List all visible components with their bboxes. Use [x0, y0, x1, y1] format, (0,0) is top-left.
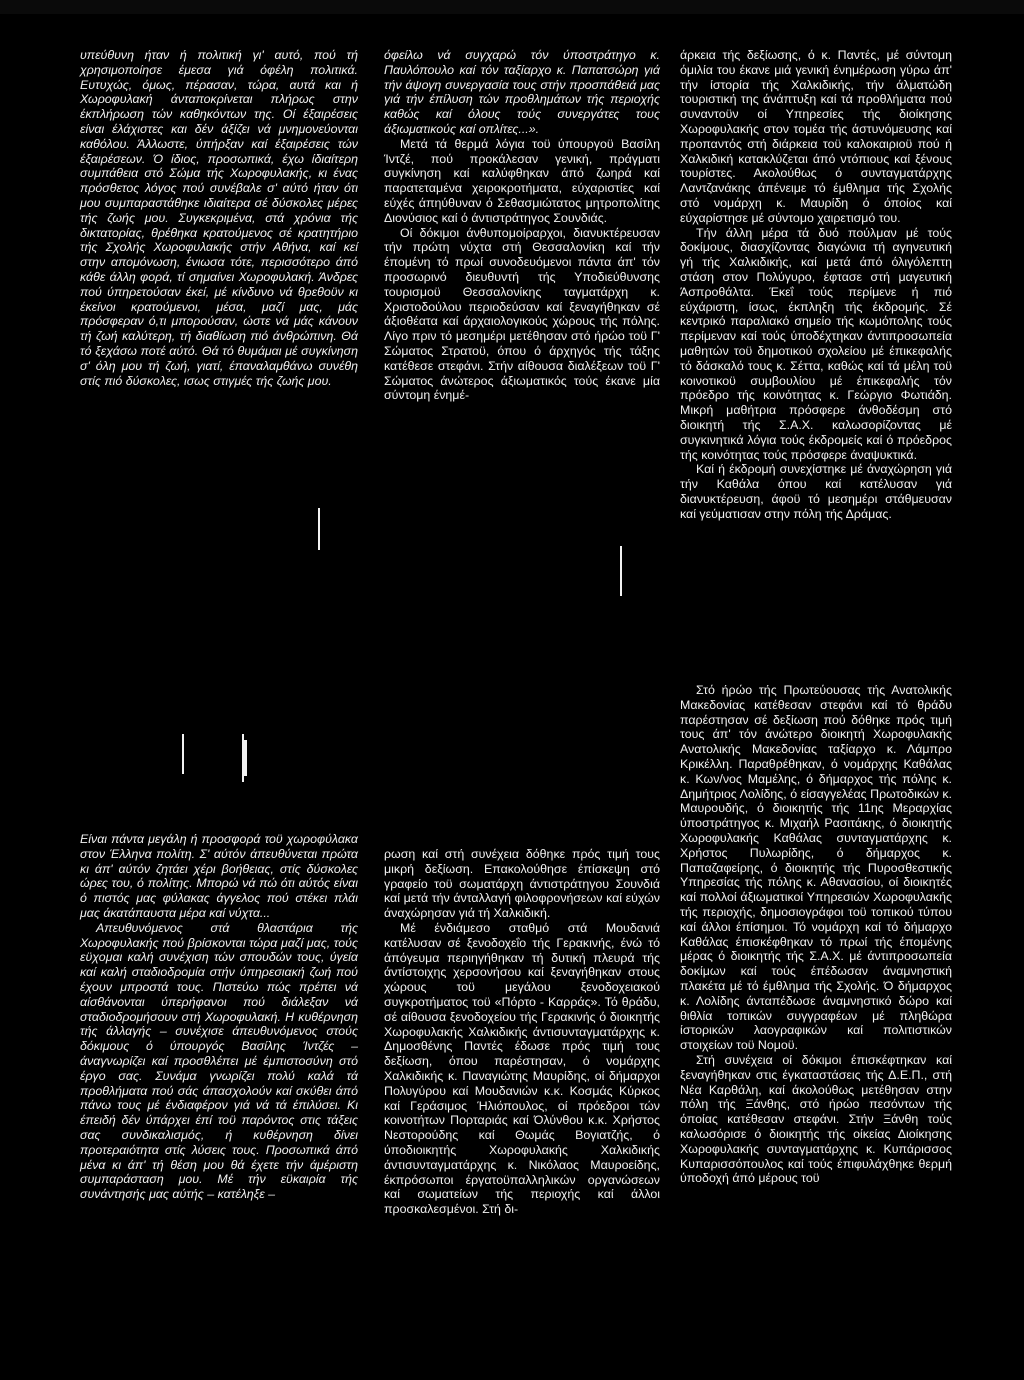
vertical-rule	[620, 546, 622, 596]
paragraph: Απευθυνόμενος στά θλαστάρια τής Χωροφυλακής πού βρίσκονται τώρα μαζί μας, τούς εϋχομαι καλή συνέχιση τών σπουδών τους, ύγεία καί καλή σταδιοδρομία στήν ύπηρεσιακή ζωή πού έχουν μπροστά τους. Πιστεύω πώς πρέπει νά αίσθάνονται ύπερήφανοι πού διάλεξαν νά σταδιοδρομήσουν στή Χωροφυλακή. Η κυθέρνηση τής άλλαγής – συνέχισε άπευθυνόμενος στούς δόκιμους ό ύπουργός Βασίλης Ίντζές – άναγνωρίζει καί προσθλέπει μέ έμπιστοσύνη στό έργο σας. Συνάμα γνωρίζει πολύ καλά τά προθλήματα πού σάς άπασχολούν καί σκύθει άπό πάνω τους μέ ένδιαφέρον γιά νά τά έπιλύσει. Κι έπειδή δέν ύπάρχει έπί τοϋ παρόντος στις τάξεις σας συνδικαλισμός, ή κυθέρνηση δίνει προτεραιότητα στίς λύσεις τους. Προσωπικά άπό μένα κι άπ' τή θέση μου θά έχετε τήν άμέριστη συμπαράσταση μου. Μέ τήν εϋκαιρία τής συνάντησής μας αύτής – κατέληξε –	[80, 920, 358, 1202]
paragraph: υπεύθυνη ήταν ή πολιτική γι' αυτό, πού τή χρησιμοποίησε έμεσα γιά όφέλη πολιτικά. Ευτυχώς, όμως, πέρασαν, τώρα, αυτά και ή Χωροφυλακή άνταποκρίνεται πλήρως στην έκπλήρωση τών καθηκόντων της. Οί έξαιρέσεις είναι έλάχιστες και δέν άξίζει νά μνημονεύονται καθόλου. Άλλωστε, ύπήρξαν καί έξαιρέσεις τών έξαιρέσεων. Ό ίδιος, προσωπικά, έχω ίδιαίτερη συμπάθεια στό Σώμα τής Χωροφυλακής, κι ένας πρόσθετος λόγος πού συνέβαλε σ' αύτό ήταν ότι μου συμπαραστάθηκε ιδιαίτερα σέ δύσκολες μέρες τής ζωής μου. Συγκεκριμένα, στά χρόνια τής δικτατορίας, θρέθηκα κρατούμενος σέ κρατητήριο τής Σχολής Χωροφυλακής στήν Αθήνα, καί κεί στην απομόνωση, ένιωσα τότε, περισσότερο άπό κάθε άλλη φορά, τί σημαίνει Χωροφυλακή. Άνδρες πού ύπηρετούσαν έκεί, μέ κίνδυνο νά θρεθοϋν κι έκείνοι κρατούμενοι, μέσα, μαζί μας, μάς πρόσφεραν ό,τι μπορούσαν, ώστε νά μάς κάνουν τή ζωή καλύτερη, τή διαθίωση πιό άνθρώπινη. Θά τό ξεχάσω ποτέ αύτό. Θά τό θυμάμαι μέ συγκίνηση σ' όλη μου τή ζωή, γιατί, έπαναλαμθάνω συνέθη στίς πιό δύσκολες, ισως στιγμές τής ζωής μου.	[80, 48, 358, 388]
paragraph-quote-end: όφείλω νά συγχαρώ τόν ύποστράτηγο κ. Παυλόπουλο καί τόν ταξίαρχο κ. Παπατσώρη γιά τήν άψογη συνεργασία τους στήν προσπάθειά μας γιά τήν έπίλυση τών προθλημάτων τής περιοχής καθώς καί όλους τούς συνεργάτες τους άξιωματικούς καί οπλίτες...».	[384, 48, 660, 136]
paragraph: Είναι πάντα μεγάλη ή προσφορά τοϋ χωροφύλακα στον Έλληνα πολίτη. Σ' αύτόν άπευθύνεται πρώτα κι άπ' αύτόν ζητάει χέρι βοήθειας, στίς δύσκολες ώρες του, ό πολίτης. Μπορώ νά πώ ότι αύτός είναι ό πιστός μας φύλακας άγγελος πού στέκει πλάι μας άκατάπαυστα μέρα καί νύχτα...	[80, 832, 358, 920]
paragraph: Μετά τά θερμά λόγια τοϋ ύπουργοϋ Βασίλη Ίντζέ, πού προκάλεσαν γενική, πράγματι συγκίνηση καί καλύφθηκαν άπό ζωηρά καί παρατεταμένα χειροκροτήματα, εύχαριστίες καί εύχές άπηύθυναν ό Σεθασμιώτατος μητροπολίτης Διονύσιος καί ό άντιστράτηγος Σουνδιάς.	[384, 136, 660, 225]
column-3-upper-text	[680, 48, 952, 522]
column-1-lower-text	[80, 832, 358, 1202]
column-2-upper-text	[384, 48, 660, 403]
paragraph: άρκεια τής δεξίωσης, ό κ. Παντές, μέ σύντομη όμιλία του έκανε μιά γενική ένημέρωση γύρω άπ' τήν ίστορία τής Χαλκιδικής, τήν άλματώδη τουριστική της άνάπτυξη καί τά προθλήματα πού συναντοϋν οί Υπηρεσίες τής διοίκησης Χωροφυλακής στον τομέα τής άστυνόμευσης καί προπαντός στή διάρκεια τοϋ καλοκαιριοϋ πού ή Χαλκιδική κατακλύζεται άπό ντόπιους καί ξένους τουρίστες. Ακολούθως ό συνταγματάρχης Λαντζανάκης άπένειμε τό έμθλημα τής Σχολής στό νομάρχη κ. Μαυρίδη ό όποίος καί εύχαρίστησε μέ σύντομο χαιρετισμό του.	[680, 48, 952, 225]
paragraph: Καί ή έκδρομή συνεχίστηκε μέ άναχώρηση γιά τήν Καθάλα όπου καί κατέλυσαν γιά διανυκτέρευση, άφοϋ τό μεσημέρι στάθμευσαν καί γεύματισαν στην πόλη τής Δράμας.	[680, 462, 952, 521]
paragraph: Στό ήρώο τής Πρωτεύουσας τής Ανατολικής Μακεδονίας κατέθεσαν στεφάνι καί τό θράδυ παρέστησαν σέ δεξίωση πού δόθηκε πρός τιμή τους άπ' τόν άνώτερο διοικητή Χωροφυλακής Ανατολικής Μακεδονίας ταξίαρχο κ. Λάμπρο Κρικέλλη. Παραθρέθηκαν, ό νομάρχης Καθάλας κ. Κων/νος Μαμέλης, ό δήμαρχος τής πόλης κ. Δημήτριος Λολίδης, ό είσαγγελέας Πρωτοδικών κ. Μαυρουδής, ό διοικητής τής 11ης Μεραρχίας ύποστράτηγος κ. Μιχαήλ Ρασιτάκης, ό διοικητής Χωροφυλακής Καθάλας συνταγματάρχης κ. Χρήστος Πυλωρίδης, ό δήμαρχος κ. Παπαζαφείρης, ό διοικητής τής Πυροσθεστικής Υπηρεσίας τής πόλης κ. Αθανασίου, οί διοικητές καί πολλοί άξιωματικοί Υπηρεσιών Χωροφυλακής τής περιοχής, δημοσιογράφοι τοϋ τοπικού τύπου καί άλλοι έπίσημοι. Τό νομάρχη καί τό δήμαρχο Καθάλας έπισκέφθηκαν τό πρωί τής έπομένης μέρας ό διοικητής τής Σ.Α.Χ. μέ άντιπροσωπεία δοκίμων καί τούς έπέδωσαν άναμνηστική πλακέτα μέ τό έμθλημα τής Σχολής. Ό δήμαρχος κ. Λολίδης άνταπέδωσε άναμνηστικό δώρο καί θιθλία τοπικών συγγραφέων μέ πληθώρα ίστορικών λαογραφικών καί πολιτιστικών στοιχείων τοϋ Νομοϋ.	[680, 683, 952, 1053]
column-1-upper-text	[80, 48, 358, 388]
paragraph: ρωση καί στή συνέχεια δόθηκε πρός τιμή τους μικρή δεξίωση. Επακολούθησε έπίσκεψη στό γραφείο τοϋ σωματάρχη άντιστράτηγου Σουνδιά καί μετά τήν άνταλλαγή φιλοφρονήσεων καί εύχών άναχώρησαν γιά τή Χαλκιδική.	[384, 847, 660, 921]
page-top-edge	[0, 0, 1024, 14]
vertical-rule	[318, 508, 320, 550]
vertical-rule	[182, 734, 184, 774]
column-3-lower-text	[680, 683, 952, 1186]
vertical-rule	[244, 740, 247, 776]
paragraph: Οί δόκιμοι άνθυπομοίραρχοι, διανυκτέρευσαν τήν πρώτη νύχτα στή Θεσσαλονίκη καί τήν έπομένη τό πρωί συνοδευόμενοι πάντα άπ' τόν προσωρινό διευθυντή τής Υποδιεύθυνσης τουρισμοϋ Θεσσαλονίκης ταγματάρχη κ. Χριστοδούλου περιοδεύσαν καί ξεναγήθηκαν σέ άξιοθέατα καί άρχαιολογικούς χώρους τής πόλης. Λίγο πριν τό μεσημέρι μετέθησαν στό ήρώο τοϋ Γ' Σώματος Στρατοϋ, όπου ό άρχηγός τής τάξης κατέθεσε στεφάνι. Στήν αίθουσα διαλέξεων τοϋ Γ' Σώματος άνώτερος άξιωματικός τούς έκανε μία σύντομη ένημέ-	[384, 225, 660, 403]
paragraph: Μέ ένδιάμεσο σταθμό στά Μουδανιά κατέλυσαν σέ ξενοδοχεΐο τής Γερακινής, ένώ τό άπόγευμα περιηγήθηκαν τή δυτική πλευρά τής άντίστοιχης χερσονήσου καί ξεναγήθηκαν στους χώρους τοϋ μεγάλου ξενοδοχειακού συγκροτήματος τοϋ «Πόρτο - Καρράς». Τό θράδυ, σέ αίθουσα ξενοδοχείου τής Γερακινής ό διοικητής Χωροφυλακής Χαλκιδικής άντισυνταγματάρχης κ. Δημοσθένης Παντές έδωσε πρός τιμή τους δεξίωση, όπου παρέστησαν, ό νομάρχης Χαλκιδικής κ. Παναγιώτης Μαυρίδης, οί δήμαρχοι Πολυγύρου καί Μουδανιών κ.κ. Κοσμάς Κύρκος καί Γεράσιμος Ήλιόπουλος, οί πρόεδροι τών κοινοτήτων Πορταριάς καί Όλύνθου κ.κ. Χρήστος Νεστορούδης καί Θωμάς Βογιατζής, ό ύποδιοικητής Χωροφυλακής Χαλκιδικής άντισυνταγματάρχης κ. Νικόλαος Μαυροείδης, έκπρόσωποι έργατοϋπαλληλικών οργανώσεων καί σωματείων τής περιοχής καί άλλοι προσκαλεσμένοι. Στή δι-	[384, 920, 660, 1217]
paragraph: Στή συνέχεια οί δόκιμοι έπισκέφτηκαν καί ξεναγήθηκαν στις έγκαταστάσεις τής Δ.Ε.Π., στή Νέα Καρθάλη, καί άκολούθως μετέθησαν στην πόλη τής Ξάνθης, στό ήρώο πεσόντων τής όποίας κατέθεσαν στεφάνι. Στήν Ξάνθη τούς καλωσόρισε ό διοικητής τής οίκείας Διοίκησης Χωροφυλακής συνταγματάρχης κ. Κυπάρισσος Κυπαρισσόπουλος καί τούς έπιφυλάχθηκε θερμή ύποδοχή άπό μέρους τοϋ	[680, 1052, 952, 1186]
column-2-lower-text	[384, 847, 660, 1217]
paragraph: Τήν άλλη μέρα τά δυό πούλμαν μέ τούς δοκίμους, διασχίζοντας διαγώνια τή αγηνευτική γή τής Χαλκιδικής, καί μετά άπό όλιγόλεπτη στάση στον Πολύγυρο, έφτασε στή μαγευτική Άσπροθάλτα. Έκεΐ τούς περίμενε ή πιό εύχάριστη, ίσως, έκπληξη τής έκδρομής. Σέ κεντρικό παραλιακό σημείο τής κωμόπολης τούς περίμεναν καί τούς ύποδέχτηκαν άντιπροσωπεία μαθητών τοϋ δημοτικού σχολείου μέ έπικεφαλής τό δάσκαλό τους κ. Σέττα, καθώς καί τά μέλη τοϋ κοινοτικοϋ συμβουλίου μέ έπικεφαλής τόν πρόεδρο τής κοινότητας κ. Γεώργιο Φωτιάδη. Μικρή μαθήτρια πρόσφερε άνθοδέσμη στό διοικητή τής Σ.Α.Χ. καλωσορίζοντας μέ συγκινητικά λόγια τούς έκδρομείς καί ό πρόεδρος τής κοινότητας τούς πρόσφερε άναψυκτικά.	[680, 225, 952, 462]
